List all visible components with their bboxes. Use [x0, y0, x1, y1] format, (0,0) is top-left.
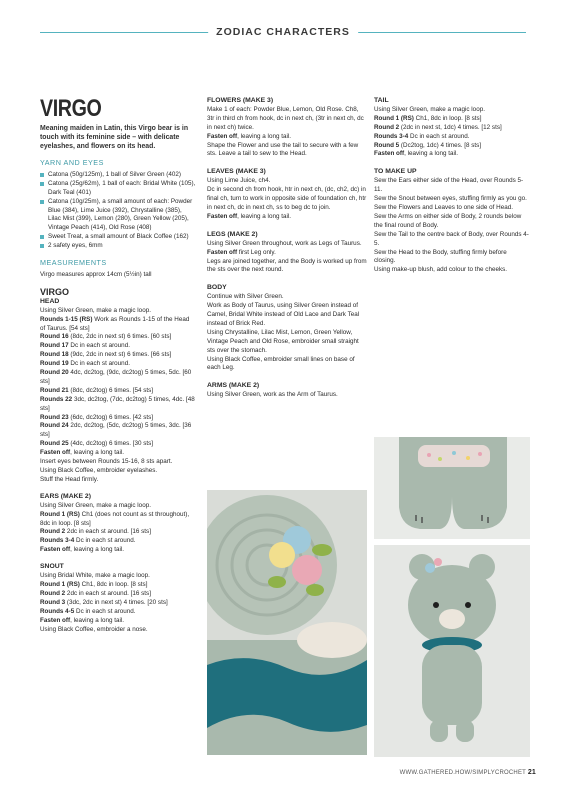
instruction-text: , leaving a long tail.: [70, 616, 125, 624]
instruction-text: Legs are joined together, and the Body is worked up from the sts over the next round.: [207, 257, 367, 274]
instruction-line: [40, 476, 196, 485]
yarn-item-text: Catona (25g/62m), 1 ball of each: Bridal White (105), Dark Teal (401): [48, 179, 196, 196]
instruction-text: Dc in each st around.: [408, 132, 470, 140]
instruction-line: [40, 617, 196, 626]
instruction-text: Using Silver Green, work as the Arm of Taurus.: [207, 391, 338, 399]
instruction-line: [374, 124, 529, 133]
instruction-line: [207, 249, 367, 258]
instruction-text: Work as Body of Taurus, using Silver Green instead of Camel, Bridal White instead of Old Lace and Dark Teal instead of Brick Red.: [207, 302, 360, 327]
instruction-text: Using Silver Green throughout, work as Legs of Taurus.: [207, 239, 362, 247]
footer-url: WWW.GATHERED.HOW/SIMPLYCROCHET: [399, 770, 526, 776]
instruction-line: [207, 186, 367, 213]
instruction-line: [374, 150, 529, 159]
instruction-line: [207, 329, 367, 356]
instruction-line: [40, 537, 196, 546]
instruction-label: Fasten off: [207, 248, 238, 256]
instruction-line: [40, 342, 196, 351]
instruction-line: [40, 581, 196, 590]
instruction-text: first Leg only.: [237, 248, 276, 256]
instruction-line: [40, 511, 196, 529]
instruction-line: [40, 316, 196, 334]
instruction-text: Ch1 (does not count as st throughout), 8dc in loop. [8 sts]: [40, 510, 190, 527]
instruction-line: [207, 391, 367, 400]
instruction-text: Sew the Snout between eyes, stuffing firmly as you go.: [374, 195, 527, 203]
measurements-text: Virgo measures approx 14cm (5½in) tall: [40, 270, 152, 278]
instruction-text: Using Black Coffee, embroider a nose.: [40, 625, 148, 633]
instruction-text: Ch1, 8dc in loop. [8 sts]: [79, 580, 148, 588]
instruction-line: [40, 546, 196, 555]
instruction-line: [40, 626, 196, 635]
yarn-item: [40, 171, 196, 180]
section-body: [374, 177, 529, 275]
instruction-text: Using Silver Green, make a magic loop.: [40, 501, 151, 509]
instruction-label: Round 18: [40, 351, 69, 359]
instruction-line: [40, 467, 196, 476]
instruction-label: Round 16: [40, 333, 69, 341]
bear-front-photo: [374, 545, 530, 757]
instruction-label: Round 2: [40, 589, 66, 597]
instruction-label: Fasten off: [207, 212, 238, 220]
instruction-line: [40, 351, 196, 360]
section-body: [207, 293, 367, 373]
instruction-text: 4dc, dc2tog, (9dc, dc2tog) 5 times, 5dc. [60 sts]: [40, 369, 192, 385]
column-2: [207, 97, 367, 400]
instruction-text: (Dc2tog, 1dc) 4 times. [8 sts]: [399, 141, 482, 149]
instruction-line: [207, 302, 367, 329]
section-body: [207, 177, 367, 222]
instruction-text: 3dc, dc2tog, (7dc, dc2tog) 5 times, 4dc. [48 sts]: [40, 395, 195, 412]
bear-back-photo: [374, 437, 530, 539]
ears-heading: EARS (MAKE 2): [40, 492, 91, 500]
instruction-text: (9dc, 2dc in next st) 6 times. [66 sts]: [68, 351, 172, 359]
page-footer: [400, 769, 536, 776]
column-3: [374, 97, 529, 275]
instruction-text: Make 1 of each: Powder Blue, Lemon, Old Rose. Ch8, 3tr in third ch from hook, dc in next ch, (3tr in next ch, dc in next ch) twice.: [207, 105, 364, 131]
section-body: [207, 240, 367, 276]
instruction-label: Round 20: [40, 369, 69, 377]
instruction-line: [374, 142, 529, 151]
instruction-text: Using Chrystalline, Lilac Mist, Lemon, Green Yellow, Vintage Peach and Old Rose, embroider small straight sts over the stomach.: [207, 328, 359, 354]
virgo-heading: VIRGO: [40, 286, 70, 297]
instruction-text: Using make-up blush, add colour to the cheeks.: [374, 266, 508, 274]
instruction-line: [207, 213, 367, 222]
instruction-text: (8dc, dc2tog) 6 times. [54 sts]: [68, 386, 154, 394]
bullet-square-icon: [40, 235, 44, 239]
instruction-label: Rounds 3-4: [374, 132, 409, 140]
head-instructions: [40, 307, 196, 485]
instruction-label: Round 5: [374, 141, 400, 149]
instruction-text: Using Bridal White, make a magic loop.: [40, 572, 150, 580]
bullet-square-icon: [40, 182, 44, 186]
instruction-text: Dc in each st around.: [68, 360, 130, 368]
instruction-text: , leaving a long tail.: [404, 150, 459, 158]
yarn-heading: YARN AND EYES: [40, 158, 104, 167]
instruction-label: Fasten off: [40, 546, 71, 554]
instruction-line: [40, 572, 196, 581]
instruction-label: Round 21: [40, 386, 69, 394]
instruction-text: (2dc in next st, 1dc) 4 times. [12 sts]: [399, 123, 502, 131]
instruction-text: Sew the Ears either side of the Head, over Rounds 5-11.: [374, 177, 524, 194]
instruction-label: Round 23: [40, 413, 69, 421]
instruction-text: , leaving a long tail.: [237, 212, 292, 220]
section-body: [207, 391, 367, 400]
instruction-text: Dc in each st around.: [74, 607, 136, 615]
bullet-square-icon: [40, 173, 44, 177]
instruction-line: [207, 356, 367, 374]
section-body: [207, 106, 367, 159]
instruction-text: Dc in second ch from hook, htr in next ch, (dc, ch2, dc) in final ch, turn to work in opposite side of foundation ch, htr in next ch, dc in next ch, ss to beg dc to join.: [207, 186, 367, 211]
section-header: ZODIAC CHARACTERS: [208, 26, 358, 38]
instruction-label: Round 2: [40, 528, 66, 536]
instruction-line: [40, 422, 196, 440]
instruction-line: [40, 449, 196, 458]
instruction-text: Using Silver Green, make a magic loop.: [374, 105, 485, 113]
instruction-text: , leaving a long tail.: [70, 449, 125, 457]
instruction-text: Stuff the Head firmly.: [40, 475, 99, 483]
instruction-text: Sew the Tail to the centre back of Body, over Rounds 4-5.: [374, 230, 529, 247]
instruction-label: Fasten off: [207, 132, 238, 140]
section-heading: TAIL: [374, 97, 389, 104]
instruction-text: Using Black Coffee, embroider small lines on base of each Leg.: [207, 355, 355, 372]
instruction-text: Sew the Flowers and Leaves to one side of Head.: [374, 203, 513, 211]
instruction-line: [374, 249, 529, 267]
instruction-label: Fasten off: [374, 150, 405, 158]
instruction-line: [40, 599, 196, 608]
instruction-line: [40, 528, 196, 537]
instruction-line: [207, 142, 367, 160]
instruction-text: Insert eyes between Rounds 15-16, 8 sts apart.: [40, 458, 173, 466]
instruction-text: Sew the Arms on either side of Body, 2 rounds below the final round of Body.: [374, 212, 522, 229]
yarn-item-text: 2 safety eyes, 6mm: [48, 242, 103, 250]
flowers-closeup-photo: [207, 490, 367, 755]
bullet-square-icon: [40, 200, 44, 204]
instruction-text: (3dc, 2dc in next st) 4 times. [20 sts]: [65, 598, 168, 606]
instruction-label: Rounds 22: [40, 395, 73, 403]
instruction-label: Rounds 4-5: [40, 607, 75, 615]
instruction-line: [374, 266, 529, 275]
yarn-item-text: Sweet Treat, a small amount of Black Coffee (162): [48, 233, 189, 241]
section-heading: TO MAKE UP: [374, 168, 417, 176]
instruction-text: (6dc, dc2tog) 6 times. [42 sts]: [68, 413, 154, 421]
snout-instructions: [40, 572, 196, 634]
instruction-label: Round 1 (RS): [40, 580, 80, 588]
instruction-line: [40, 396, 196, 414]
instruction-text: Sew the Head to the Body, stuffing firmly before closing.: [374, 248, 507, 265]
yarn-item: [40, 198, 196, 234]
instruction-label: Round 1 (RS): [40, 510, 80, 518]
instruction-text: Using Lime Juice, ch4.: [207, 177, 271, 185]
instruction-line: [374, 231, 529, 249]
bullet-square-icon: [40, 244, 44, 248]
instruction-text: , leaving a long tail.: [237, 132, 292, 140]
section-heading: BODY: [207, 284, 227, 292]
yarn-item: [40, 242, 196, 251]
instruction-label: Fasten off: [40, 449, 71, 457]
instruction-label: Rounds 3-4: [40, 537, 75, 545]
column-1: [40, 96, 196, 634]
yarn-item: [40, 233, 196, 242]
instruction-line: [40, 502, 196, 511]
instruction-line: [207, 177, 367, 186]
instruction-label: Fasten off: [40, 616, 71, 624]
instruction-line: [40, 307, 196, 316]
instruction-text: (8dc, 2dc in next st) 6 times. [60 sts]: [68, 333, 172, 341]
page-title: VIRGO: [40, 95, 102, 122]
instruction-text: Continue with Silver Green.: [207, 293, 284, 301]
section-heading: ARMS (MAKE 2): [207, 382, 260, 390]
intro-text: Meaning maiden in Latin, this Virgo bear is in touch with its feminine side – with delicate eyelashes, and flowers on its head.: [40, 125, 189, 150]
measurements-heading: MEASUREMENTS: [40, 258, 107, 268]
instruction-label: Round 17: [40, 342, 69, 350]
instruction-line: [40, 387, 196, 396]
instruction-text: Using Silver Green, make a magic loop.: [40, 306, 151, 314]
instruction-label: Round 19: [40, 360, 69, 368]
instruction-text: Dc in each st around.: [68, 342, 130, 350]
instruction-text: Using Black Coffee, embroider eyelashes.: [40, 467, 158, 474]
instruction-text: 2dc in each st around. [16 sts]: [65, 528, 151, 536]
instruction-text: , leaving a long tail.: [70, 546, 125, 554]
instruction-label: Rounds 1-15 (RS): [40, 315, 93, 323]
instruction-text: Work as Rounds 1-15 of the Head of Taurus. [54 sts]: [40, 315, 190, 332]
instruction-text: (4dc, dc2tog) 6 times. [30 sts]: [68, 440, 154, 448]
instruction-line: [207, 133, 367, 142]
head-heading: HEAD: [40, 297, 60, 305]
instruction-line: [374, 133, 529, 142]
instruction-line: [207, 293, 367, 302]
instruction-label: Round 3: [40, 598, 66, 606]
instruction-line: [374, 115, 529, 124]
instruction-line: [40, 608, 196, 617]
section-heading: LEAVES (MAKE 3): [207, 168, 266, 176]
instruction-line: [40, 590, 196, 599]
ears-instructions: [40, 502, 196, 555]
instruction-line: [374, 213, 529, 231]
instruction-line: [40, 360, 196, 369]
instruction-line: [40, 414, 196, 423]
instruction-line: [374, 106, 529, 115]
instruction-line: [207, 258, 367, 276]
page-number: 21: [527, 769, 536, 776]
instruction-line: [40, 440, 196, 449]
instruction-line: [40, 333, 196, 342]
instruction-line: [374, 195, 529, 204]
instruction-text: Dc in each st around.: [74, 537, 136, 545]
instruction-label: Round 1 (RS): [374, 114, 414, 122]
instruction-line: [40, 369, 196, 387]
instruction-label: Round 25: [40, 440, 69, 448]
yarn-item-text: Catona (10g/25m), a small amount of each: Powder Blue (384), Lime Juice (392), Chrystalline (385), Lilac Mist (399), Lemon (280), Green Yellow (205), Vintage Peach (414), Old Rose (408): [48, 197, 193, 232]
instruction-text: 2dc in each st around. [16 sts]: [65, 589, 151, 597]
instruction-text: 2dc, dc2tog, (5dc, dc2tog) 5 times, 3dc. [36 sts]: [40, 422, 192, 439]
snout-heading: SNOUT: [40, 563, 64, 571]
instruction-text: Shape the Flower and use the tail to secure with a few sts. Leave a tail to sew to the Head.: [207, 141, 359, 158]
instruction-line: [374, 204, 529, 213]
instruction-line: [207, 106, 367, 133]
yarn-item-text: Catona (50g/125m), 1 ball of Silver Green (402): [48, 170, 182, 178]
section-heading: FLOWERS (MAKE 3): [207, 97, 274, 104]
instruction-text: Ch1, 8dc in loop. [8 sts]: [413, 114, 482, 122]
instruction-line: [374, 177, 529, 195]
yarn-item: [40, 180, 196, 198]
instruction-line: [207, 240, 367, 249]
section-heading: LEGS (MAKE 2): [207, 230, 258, 238]
section-body: [374, 106, 529, 159]
yarn-list: [40, 171, 196, 251]
instruction-label: Round 24: [40, 422, 69, 430]
instruction-line: [40, 458, 196, 467]
instruction-label: Round 2: [374, 123, 400, 131]
